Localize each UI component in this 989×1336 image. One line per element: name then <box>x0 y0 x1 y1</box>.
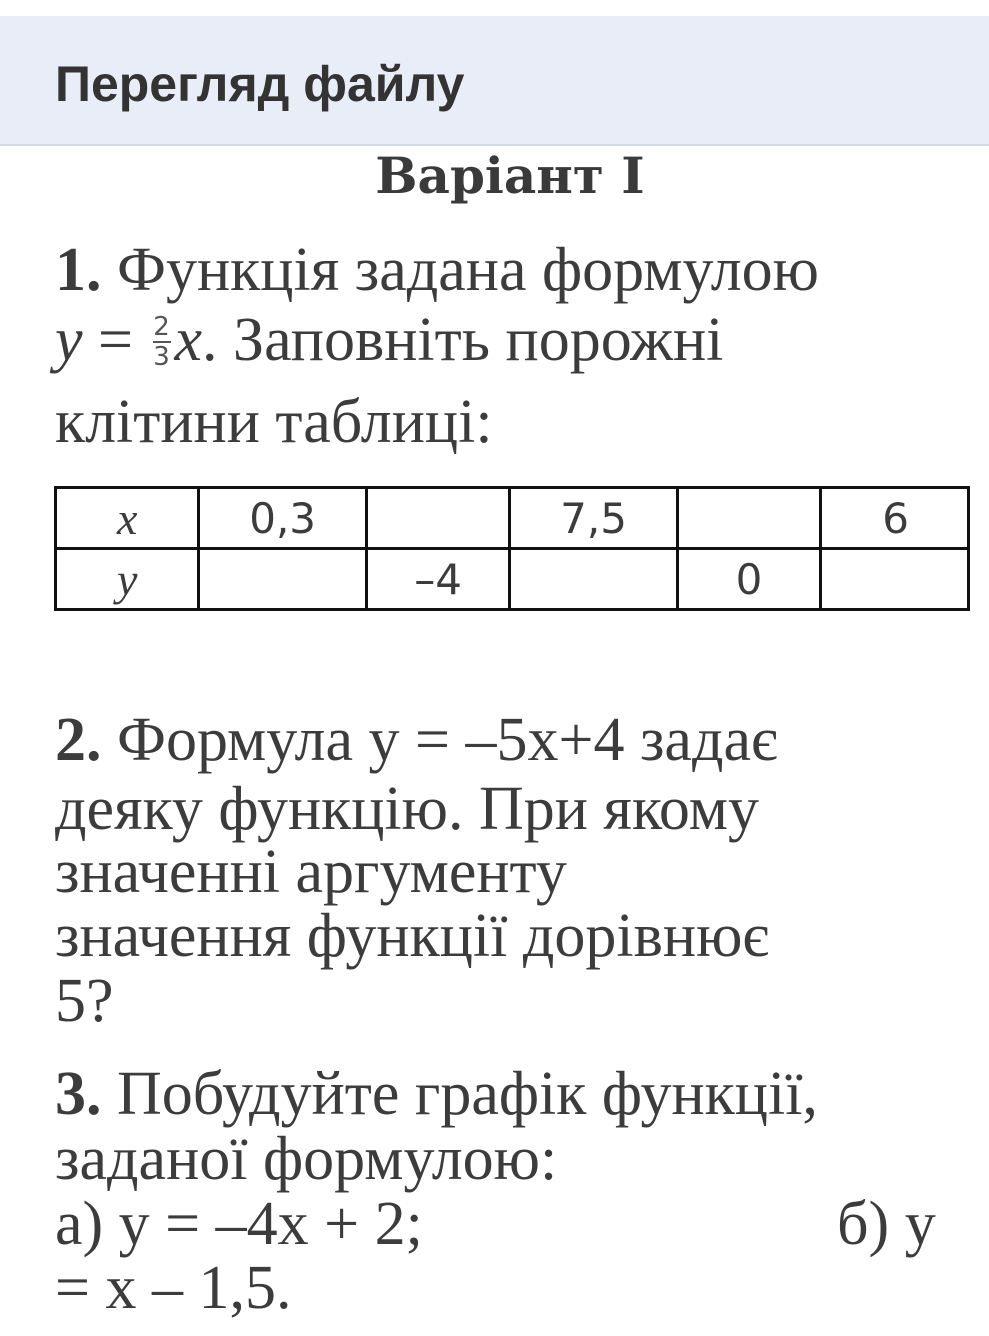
task2-number: 2. <box>55 706 102 774</box>
formula-fraction <box>153 313 171 371</box>
task2-line4: значення функції дорівнює <box>55 902 769 970</box>
task3-line1-text: Побудуйте графік функції, <box>101 1060 818 1128</box>
formula-equals: = <box>82 306 149 374</box>
task2-line1 <box>55 706 778 774</box>
task3-part-b: б) y <box>837 1190 936 1258</box>
table-header-y: y <box>56 549 199 610</box>
table-cell: –4 <box>366 549 509 610</box>
table-row-y <box>56 549 969 610</box>
table-cell <box>677 488 820 549</box>
table-header-x: x <box>56 488 199 549</box>
table-cell <box>366 488 509 549</box>
table-cell: 7,5 <box>510 488 678 549</box>
variant-title: Варіант І <box>375 146 645 205</box>
header-bar <box>0 16 989 146</box>
task1-line1 <box>55 236 819 304</box>
task2-line5: 5? <box>55 967 114 1035</box>
task1-number: 1. <box>55 236 102 304</box>
fraction-numerator: 2 <box>153 311 170 342</box>
table-cell <box>510 549 678 610</box>
table-cell: 0,3 <box>199 488 367 549</box>
table-row-x <box>56 488 969 549</box>
task3-line4: = x – 1,5. <box>55 1254 292 1322</box>
task3-line1 <box>55 1060 818 1128</box>
task3-number: 3. <box>55 1060 102 1128</box>
task2-line2: деяку функцію. При якому <box>55 775 759 843</box>
table-cell: 6 <box>821 488 969 549</box>
table-cell: 0 <box>677 549 820 610</box>
task1-line3: клітини таблиці: <box>55 388 493 456</box>
task2-line1-text: Формула y = –5x+4 задає <box>101 706 778 774</box>
table-cell <box>199 549 367 610</box>
values-table <box>54 486 970 611</box>
page-title: Перегляд файлу <box>55 56 465 112</box>
table-cell <box>821 549 969 610</box>
task2-line3: значенні аргументу <box>55 838 567 906</box>
task3-part-a: а) y = –4x + 2; <box>55 1190 423 1258</box>
formula-x: x <box>174 306 203 374</box>
task1-line2 <box>55 306 723 375</box>
fraction-denominator: 3 <box>153 341 170 372</box>
task1-line2-text: . Заповніть порожні <box>202 306 724 374</box>
formula-y: y <box>55 306 83 374</box>
task1-line1-text: Функція задана формулою <box>101 236 819 304</box>
task3-line2: заданої формулою: <box>55 1125 558 1193</box>
